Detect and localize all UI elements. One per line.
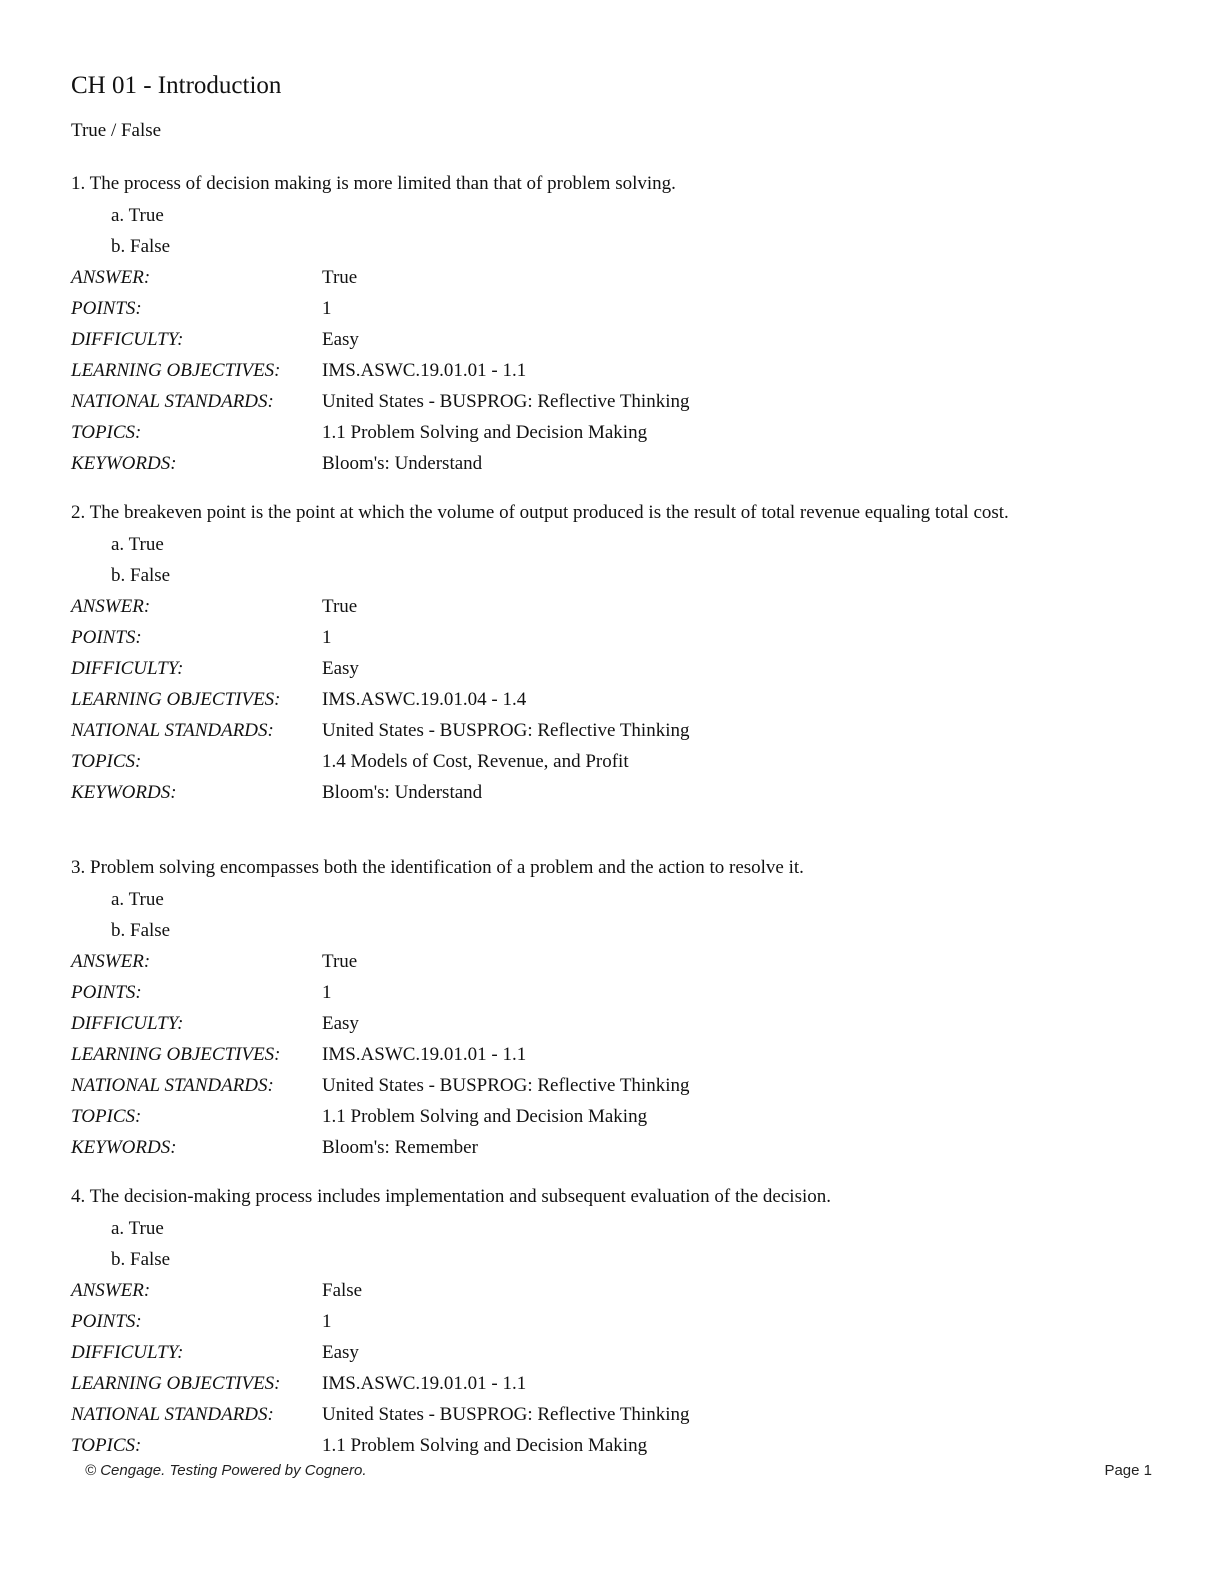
difficulty-row bbox=[71, 1008, 1161, 1039]
difficulty-row bbox=[71, 324, 1161, 355]
points-label: POINTS: bbox=[71, 627, 142, 648]
question-4 bbox=[71, 1185, 1161, 1461]
keywords-label: KEYWORDS: bbox=[71, 782, 177, 803]
answer-row bbox=[71, 1275, 1161, 1306]
section-heading: True / False bbox=[71, 120, 162, 141]
question-1 bbox=[71, 172, 1161, 479]
question-metadata bbox=[71, 591, 1161, 808]
points-value: 1 bbox=[322, 627, 332, 648]
learning-objectives-label: LEARNING OBJECTIVES: bbox=[71, 689, 281, 710]
answer-row bbox=[71, 946, 1161, 977]
answer-value: True bbox=[322, 596, 358, 617]
national-standards-row bbox=[71, 715, 1161, 746]
difficulty-row bbox=[71, 653, 1161, 684]
question-text: 4. The decision-making process includes implementation and subsequent evaluation of the decision. bbox=[71, 1186, 831, 1207]
question-metadata bbox=[71, 1275, 1161, 1461]
difficulty-value: Easy bbox=[322, 1013, 359, 1034]
option-b: b. False bbox=[111, 1248, 171, 1270]
difficulty-row bbox=[71, 1337, 1161, 1368]
points-value: 1 bbox=[322, 982, 332, 1003]
answer-options bbox=[111, 885, 1161, 946]
national-standards-label: NATIONAL STANDARDS: bbox=[71, 720, 274, 741]
national-standards-label: NATIONAL STANDARDS: bbox=[71, 1404, 274, 1425]
learning-objectives-row bbox=[71, 684, 1161, 715]
answer-label: ANSWER: bbox=[71, 267, 151, 288]
option-b: b. False bbox=[111, 919, 171, 941]
national-standards-value: United States - BUSPROG: Reflective Thinking bbox=[322, 1075, 690, 1096]
topics-row bbox=[71, 746, 1161, 777]
topics-value: 1.1 Problem Solving and Decision Making bbox=[322, 1106, 648, 1127]
points-row bbox=[71, 622, 1161, 653]
page-number: Page 1 bbox=[1104, 1462, 1152, 1479]
difficulty-label: DIFFICULTY: bbox=[71, 329, 184, 350]
learning-objectives-row bbox=[71, 1368, 1161, 1399]
topics-row bbox=[71, 1430, 1161, 1461]
answer-row bbox=[71, 591, 1161, 622]
points-value: 1 bbox=[322, 298, 332, 319]
difficulty-label: DIFFICULTY: bbox=[71, 658, 184, 679]
topics-row bbox=[71, 1101, 1161, 1132]
national-standards-row bbox=[71, 1070, 1161, 1101]
difficulty-label: DIFFICULTY: bbox=[71, 1342, 184, 1363]
keywords-row bbox=[71, 1132, 1161, 1163]
points-row bbox=[71, 293, 1161, 324]
question-3 bbox=[71, 856, 1161, 1163]
difficulty-value: Easy bbox=[322, 1342, 359, 1363]
answer-value: True bbox=[322, 267, 358, 288]
keywords-row bbox=[71, 777, 1161, 808]
topics-label: TOPICS: bbox=[71, 422, 142, 443]
learning-objectives-value: IMS.ASWC.19.01.01 - 1.1 bbox=[322, 1373, 527, 1394]
difficulty-label: DIFFICULTY: bbox=[71, 1013, 184, 1034]
topics-value: 1.4 Models of Cost, Revenue, and Profit bbox=[322, 751, 629, 772]
difficulty-value: Easy bbox=[322, 658, 359, 679]
national-standards-row bbox=[71, 1399, 1161, 1430]
points-row bbox=[71, 977, 1161, 1008]
answer-label: ANSWER: bbox=[71, 596, 151, 617]
question-text: 3. Problem solving encompasses both the identification of a problem and the action to resolve it. bbox=[71, 857, 804, 878]
answer-options bbox=[111, 201, 1161, 262]
topics-label: TOPICS: bbox=[71, 1435, 142, 1456]
keywords-label: KEYWORDS: bbox=[71, 453, 177, 474]
learning-objectives-label: LEARNING OBJECTIVES: bbox=[71, 360, 281, 381]
learning-objectives-label: LEARNING OBJECTIVES: bbox=[71, 1044, 281, 1065]
learning-objectives-value: IMS.ASWC.19.01.01 - 1.1 bbox=[322, 1044, 527, 1065]
points-label: POINTS: bbox=[71, 298, 142, 319]
topics-label: TOPICS: bbox=[71, 1106, 142, 1127]
national-standards-label: NATIONAL STANDARDS: bbox=[71, 391, 274, 412]
question-metadata bbox=[71, 946, 1161, 1163]
points-value: 1 bbox=[322, 1311, 332, 1332]
option-a: a. True bbox=[111, 889, 164, 910]
points-row bbox=[71, 1306, 1161, 1337]
option-a: a. True bbox=[111, 534, 164, 555]
learning-objectives-row bbox=[71, 355, 1161, 386]
option-b: b. False bbox=[111, 235, 171, 257]
learning-objectives-value: IMS.ASWC.19.01.01 - 1.1 bbox=[322, 360, 527, 381]
option-a: a. True bbox=[111, 1218, 164, 1239]
keywords-value: Bloom's: Remember bbox=[322, 1137, 478, 1158]
keywords-label: KEYWORDS: bbox=[71, 1137, 177, 1158]
answer-options bbox=[111, 1214, 1161, 1275]
question-metadata bbox=[71, 262, 1161, 479]
answer-label: ANSWER: bbox=[71, 951, 151, 972]
answer-row bbox=[71, 262, 1161, 293]
topics-row bbox=[71, 417, 1161, 448]
option-b: b. False bbox=[111, 564, 171, 586]
national-standards-row bbox=[71, 386, 1161, 417]
answer-value: True bbox=[322, 951, 358, 972]
question-text: 2. The breakeven point is the point at which the volume of output produced is the result of total revenue equaling total cost. bbox=[71, 502, 1009, 523]
answer-value: False bbox=[322, 1280, 363, 1301]
answer-options bbox=[111, 530, 1161, 591]
topics-value: 1.1 Problem Solving and Decision Making bbox=[322, 1435, 648, 1456]
question-text: 1. The process of decision making is more limited than that of problem solving. bbox=[71, 173, 676, 194]
difficulty-value: Easy bbox=[322, 329, 359, 350]
national-standards-value: United States - BUSPROG: Reflective Thinking bbox=[322, 720, 690, 741]
learning-objectives-row bbox=[71, 1039, 1161, 1070]
question-2 bbox=[71, 501, 1161, 808]
learning-objectives-value: IMS.ASWC.19.01.04 - 1.4 bbox=[322, 689, 527, 710]
national-standards-value: United States - BUSPROG: Reflective Thinking bbox=[322, 391, 690, 412]
option-a: a. True bbox=[111, 205, 164, 226]
topics-value: 1.1 Problem Solving and Decision Making bbox=[322, 422, 648, 443]
points-label: POINTS: bbox=[71, 982, 142, 1003]
learning-objectives-label: LEARNING OBJECTIVES: bbox=[71, 1373, 281, 1394]
copyright-notice: © Cengage. Testing Powered by Cognero. bbox=[85, 1462, 367, 1479]
national-standards-label: NATIONAL STANDARDS: bbox=[71, 1075, 274, 1096]
points-label: POINTS: bbox=[71, 1311, 142, 1332]
keywords-row bbox=[71, 448, 1161, 479]
keywords-value: Bloom's: Understand bbox=[322, 782, 483, 803]
chapter-title: CH 01 - Introduction bbox=[71, 72, 282, 99]
answer-label: ANSWER: bbox=[71, 1280, 151, 1301]
topics-label: TOPICS: bbox=[71, 751, 142, 772]
national-standards-value: United States - BUSPROG: Reflective Thinking bbox=[322, 1404, 690, 1425]
keywords-value: Bloom's: Understand bbox=[322, 453, 483, 474]
